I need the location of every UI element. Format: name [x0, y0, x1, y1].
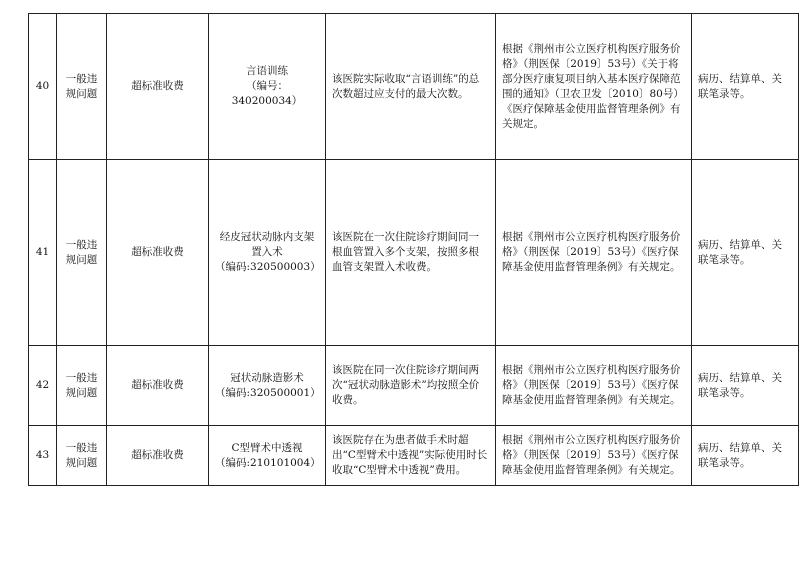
issue-type: 超标准收费	[107, 426, 209, 486]
legal-basis: 根据《荆州市公立医疗机构医疗服务价格》（荆医保〔2019〕53号）《医疗保障基金使用监督管理条例》有关规定。	[496, 346, 692, 426]
table-row	[29, 14, 799, 160]
table-row	[29, 426, 799, 486]
row-index: 43	[29, 426, 57, 486]
charge-item-code: （编码:320500003）	[215, 261, 321, 273]
table-row	[29, 160, 799, 346]
charge-item-code: （编码:320500001）	[215, 386, 321, 399]
evidence-materials: 病历、结算单、关联笔录等。	[692, 160, 799, 346]
issue-description: 该医院在同一次住院诊疗期间两次“冠状动脉造影术”均按照全价收费。	[326, 346, 496, 426]
table-row	[29, 346, 799, 426]
issue-category: 一般违规问题	[57, 14, 107, 160]
issue-category: 一般违规问题	[57, 160, 107, 346]
charge-item-name: 冠状动脉造影术	[230, 371, 304, 384]
issue-category: 一般违规问题	[57, 346, 107, 426]
evidence-materials: 病历、结算单、关联笔录等。	[692, 14, 799, 160]
legal-basis: 根据《荆州市公立医疗机构医疗服务价格》（荆医保〔2019〕53号）《医疗保障基金使用监督管理条例》有关规定。	[496, 426, 692, 486]
legal-basis: 根据《荆州市公立医疗机构医疗服务价格》（荆医保〔2019〕53号）《医疗保障基金使用监督管理条例》有关规定。	[496, 160, 692, 346]
row-index: 42	[29, 346, 57, 426]
issue-type: 超标准收费	[107, 160, 209, 346]
issue-description: 该医院在一次住院诊疗期间同一根血管置入多个支架，按照多根血管支架置入术收费。	[326, 160, 496, 346]
evidence-materials: 病历、结算单、关联笔录等。	[692, 426, 799, 486]
legal-basis: 根据《荆州市公立医疗机构医疗服务价格》（荆医保〔2019〕53号）《关于将部分医疗康复项目纳入基本医疗保障范围的通知》（卫农卫发〔2010〕80号）《医疗保障基金使用监督管理条例》有关规定。	[496, 14, 692, 160]
charge-item	[209, 160, 326, 346]
issue-category: 一般违规问题	[57, 426, 107, 486]
evidence-materials: 病历、结算单、关联笔录等。	[692, 346, 799, 426]
issue-description: 该医院存在为患者做手术时超出“C型臂术中透视”实际使用时长收取“C型臂术中透视”费用。	[326, 426, 496, 486]
charge-item-code: （编号：340200034）	[231, 80, 303, 107]
charge-item-code: （编码:210101004）	[215, 456, 321, 469]
row-index: 41	[29, 160, 57, 346]
charge-item	[209, 346, 326, 426]
row-index: 40	[29, 14, 57, 160]
issue-type: 超标准收费	[107, 346, 209, 426]
charge-item-name: C型臂术中透视	[231, 441, 303, 454]
charge-item	[209, 426, 326, 486]
violation-table	[28, 13, 799, 486]
issue-type: 超标准收费	[107, 14, 209, 160]
charge-item-name: 经皮冠状动脉内支架置入术	[219, 231, 315, 258]
charge-item-name: 言语训练	[246, 65, 288, 77]
issue-description: 该医院实际收取“言语训练”的总次数超过应支付的最大次数。	[326, 14, 496, 160]
charge-item	[209, 14, 326, 160]
